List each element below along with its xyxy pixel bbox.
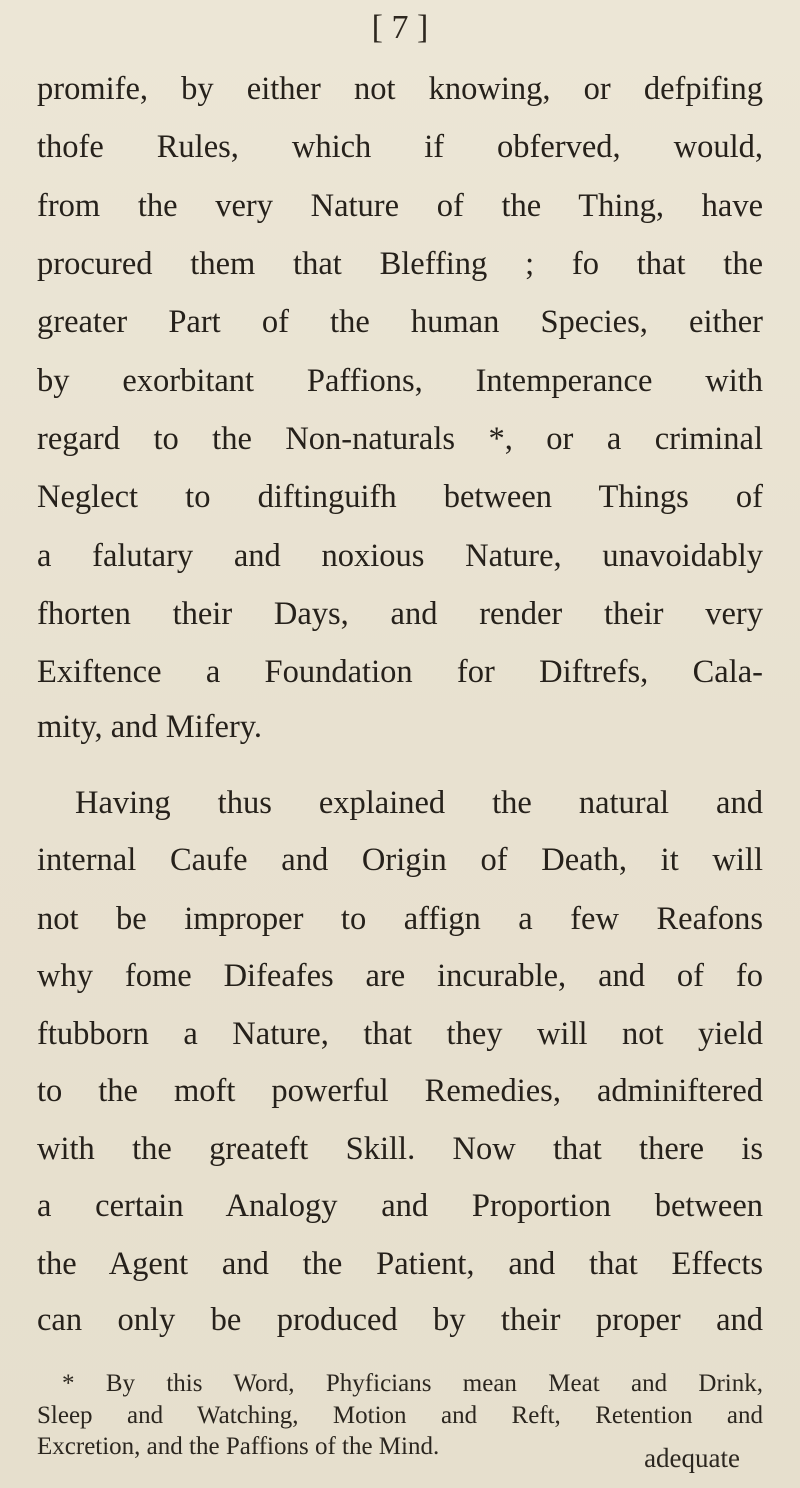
catchword: adequate — [644, 1443, 740, 1473]
body-line: a certain Analogy and Proportion between — [37, 1188, 763, 1224]
body-line: internal Caufe and Origin of Death, it will — [37, 842, 763, 878]
body-line: greater Part of the human Species, either — [37, 304, 763, 340]
body-line: why fome Difeafes are incurable, and of fo — [37, 958, 763, 994]
body-line: Neglect to diftinguifh between Things of — [37, 479, 763, 515]
body-line: a falutary and noxious Nature, unavoidably — [37, 538, 763, 574]
body-line: mity, and Mifery. — [37, 709, 263, 745]
body-line: promife, by either not knowing, or defpifing — [37, 71, 763, 107]
body-line: thofe Rules, which if obferved, would, — [37, 129, 763, 165]
footnote-line: Excretion, and the Paffions of the Mind. — [37, 1433, 440, 1460]
body-line: Exiftence a Foundation for Diftrefs, Cala- — [37, 654, 763, 690]
body-line: with the greateft Skill. Now that there is — [37, 1131, 763, 1167]
body-line: from the very Nature of the Thing, have — [37, 188, 763, 224]
body-line: fhorten their Days, and render their very — [37, 596, 763, 632]
body-line: the Agent and the Patient, and that Effects — [37, 1246, 763, 1282]
page-number: [ 7 ] — [371, 9, 429, 46]
paragraph-start-line: Having thus explained the natural and — [75, 785, 763, 821]
body-line: by exorbitant Paffions, Intemperance with — [37, 363, 763, 399]
body-line: to the moft powerful Remedies, adminiftered — [37, 1073, 763, 1109]
body-line: not be improper to affign a few Reafons — [37, 901, 763, 937]
body-line: can only be produced by their proper and — [37, 1302, 763, 1338]
body-line: procured them that Bleffing ; fo that the — [37, 246, 763, 282]
footnote-line: * By this Word, Phyficians mean Meat and Drink, — [62, 1370, 763, 1397]
footnote-line: Sleep and Watching, Motion and Reft, Retention and — [37, 1402, 763, 1429]
body-line: regard to the Non-naturals *, or a criminal — [37, 421, 763, 457]
body-line: ftubborn a Nature, that they will not yield — [37, 1016, 763, 1052]
